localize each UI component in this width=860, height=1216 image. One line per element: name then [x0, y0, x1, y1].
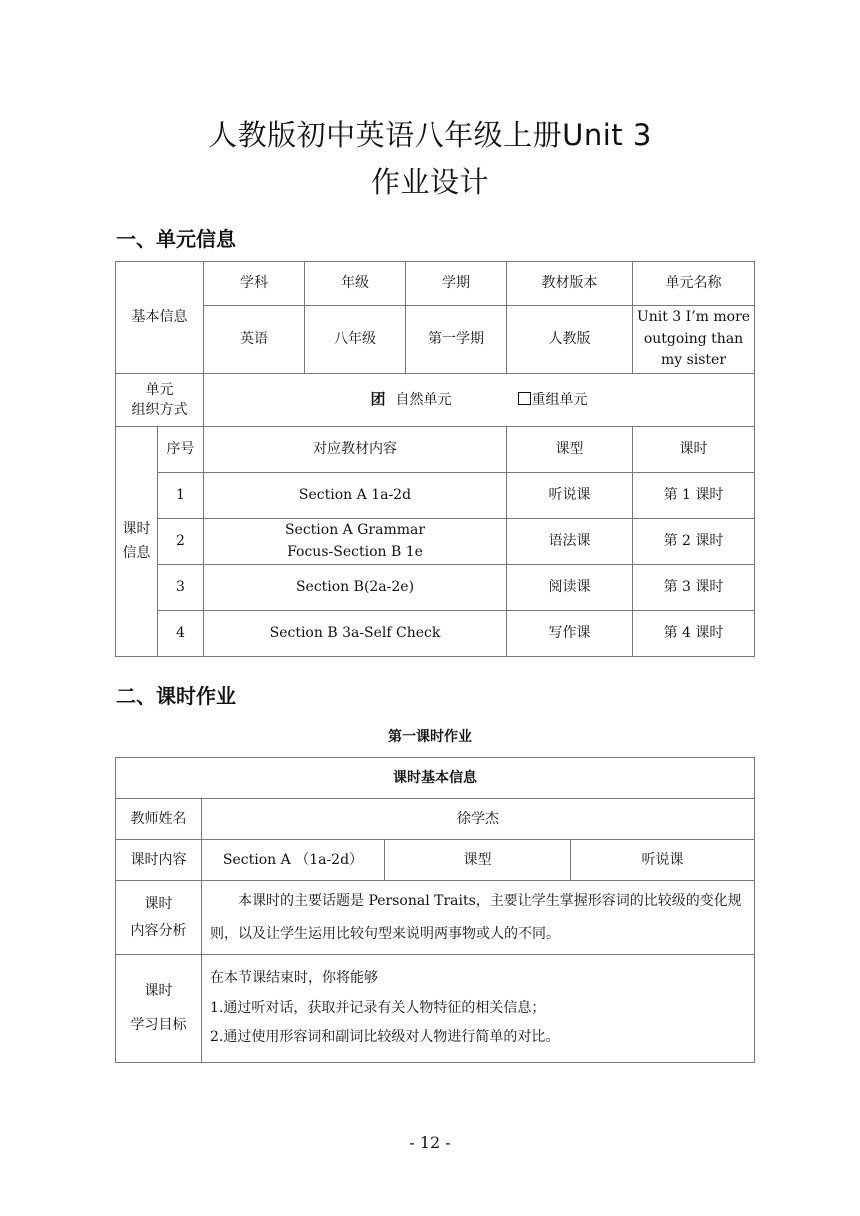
- goals-cell: [202, 955, 755, 1063]
- lesson-period: 第 2 课时: [633, 519, 755, 565]
- section-heading-lesson-homework: 二、课时作业: [116, 684, 236, 708]
- document-title: 人教版初中英语八年级上册Unit 3: [208, 118, 652, 152]
- lesson-period: 第 4 课时: [633, 611, 755, 657]
- value-subject: 英语: [204, 306, 305, 374]
- lesson-period: 第 1 课时: [633, 473, 755, 519]
- goal-item: 2.通过使用形容词和副词比较级对人物进行简单的对比。: [210, 1029, 560, 1046]
- lesson-type: 听说课: [507, 473, 633, 519]
- value-unit-name: Unit 3 I’m more outgoing than my sister: [633, 306, 755, 374]
- org-option-natural: 自然单元: [395, 392, 452, 409]
- lesson-no: 2: [158, 519, 204, 565]
- header-period: 课时: [633, 427, 755, 473]
- lesson-content: Section A 1a-2d: [204, 473, 507, 519]
- goal-item: 1.通过听对话，获取并记录有关人物特征的相关信息；: [210, 999, 546, 1016]
- value-textbook: 人教版: [507, 306, 633, 374]
- header-no: 序号: [158, 427, 204, 473]
- table-row: [116, 519, 755, 565]
- type-label: 课型: [385, 840, 571, 881]
- table-row: [116, 473, 755, 519]
- table-row: [116, 611, 755, 657]
- document-subtitle: 作业设计: [370, 165, 489, 199]
- org-option-regrouped: 重组单元: [531, 392, 588, 409]
- value-grade: 八年级: [305, 306, 406, 374]
- lesson-info-table: [115, 757, 755, 1063]
- unit-info-table: [115, 261, 755, 657]
- content-value: Section A （1a-2d）: [202, 840, 385, 881]
- lesson-subtitle: 第一课时作业: [388, 729, 472, 745]
- org-options: [204, 374, 755, 427]
- header-textbook: 教材版本: [507, 262, 633, 306]
- lesson-info-label: 课时 信息: [116, 427, 158, 657]
- teacher-name: 徐学杰: [202, 799, 755, 840]
- analysis-text: 本课时的主要话题是 Personal Traits，主要让学生掌握形容词的比较级的变化规则，以及让学生运用比较句型来说明两事物或人的不同。: [202, 881, 755, 955]
- lesson-table-header: 课时基本信息: [116, 758, 755, 799]
- lesson-content: Section A Grammar Focus-Section B 1e: [204, 519, 507, 565]
- goals-label: 课时 学习目标: [116, 955, 202, 1063]
- lesson-period: 第 3 课时: [633, 565, 755, 611]
- header-type: 课型: [507, 427, 633, 473]
- lesson-no: 4: [158, 611, 204, 657]
- header-semester: 学期: [406, 262, 507, 306]
- checked-box-icon: 团: [370, 390, 386, 409]
- page-number: - 12 -: [409, 1133, 451, 1152]
- header-grade: 年级: [305, 262, 406, 306]
- lesson-type: 阅读课: [507, 565, 633, 611]
- lesson-content: Section B(2a-2e): [204, 565, 507, 611]
- lesson-type: 写作课: [507, 611, 633, 657]
- basic-info-label: 基本信息: [116, 262, 204, 374]
- unchecked-box-icon: [518, 392, 531, 405]
- value-semester: 第一学期: [406, 306, 507, 374]
- lesson-type: 语法课: [507, 519, 633, 565]
- header-subject: 学科: [204, 262, 305, 306]
- lesson-no: 1: [158, 473, 204, 519]
- lesson-content: Section B 3a-Self Check: [204, 611, 507, 657]
- header-unit-name: 单元名称: [633, 262, 755, 306]
- table-row: [116, 565, 755, 611]
- content-label: 课时内容: [116, 840, 202, 881]
- type-value: 听说课: [571, 840, 755, 881]
- goals-intro: 在本节课结束时，你将能够: [210, 970, 378, 987]
- section-heading-unit-info: 一、单元信息: [116, 227, 236, 251]
- teacher-label: 教师姓名: [116, 799, 202, 840]
- analysis-label: 课时 内容分析: [116, 881, 202, 955]
- org-label: 单元 组织方式: [116, 374, 204, 427]
- lesson-no: 3: [158, 565, 204, 611]
- header-content: 对应教材内容: [204, 427, 507, 473]
